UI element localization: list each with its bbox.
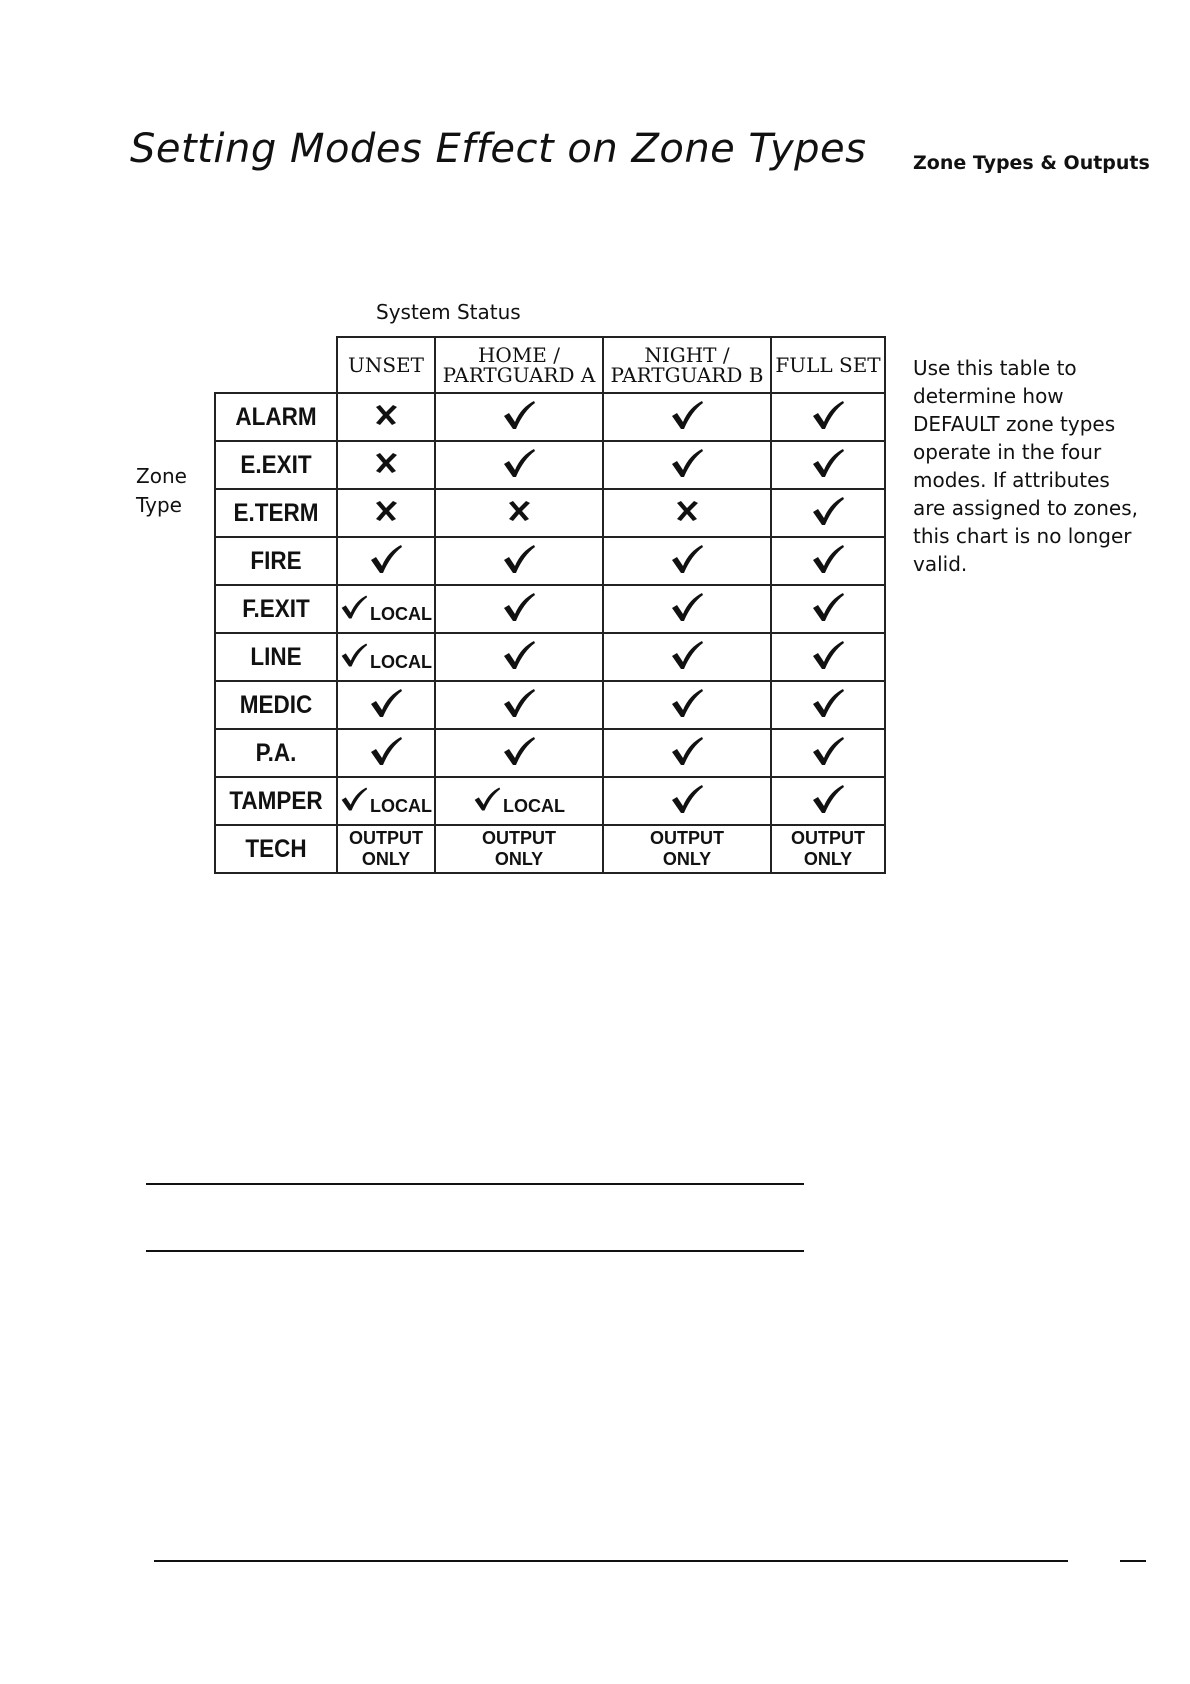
table-body: [215, 393, 885, 873]
zone-type-cell: ALARM: [221, 393, 331, 441]
check-icon: [670, 400, 704, 430]
check-icon: [670, 544, 704, 574]
check-icon: [811, 688, 845, 718]
mode-cell: [435, 489, 603, 537]
table-row: [215, 633, 885, 681]
mode-cell: [435, 585, 603, 633]
mode-cell: [603, 633, 771, 681]
check-icon: [369, 688, 403, 718]
check-icon: [502, 736, 536, 766]
zone-type-cell: MEDIC: [221, 681, 331, 729]
mode-cell: [771, 585, 885, 633]
mode-cell: [603, 825, 771, 873]
zone-type-cell: FIRE: [221, 537, 331, 585]
mode-cell: [603, 489, 771, 537]
column-header-line1: FULL SET: [775, 353, 881, 377]
mode-cell: [337, 729, 435, 777]
mode-cell: [337, 537, 435, 585]
check-icon: [811, 400, 845, 430]
mode-cell: [771, 777, 885, 825]
table-row: [215, 777, 885, 825]
column-header-line2: PARTGUARD B: [610, 363, 764, 387]
local-label: LOCAL: [370, 603, 432, 624]
check-icon: [473, 786, 501, 812]
check-icon: [340, 642, 368, 668]
table-row: [215, 825, 885, 873]
check-icon: [502, 448, 536, 478]
table-header-row: [215, 337, 885, 393]
output-only-line1: OUTPUT: [482, 828, 556, 848]
side-note: Use this table to determine how DEFAULT zone types operate in the four modes. If attributes are assigned to zones, this chart is no longer valid.: [913, 356, 1139, 576]
column-header-line1: NIGHT /: [644, 343, 730, 367]
check-icon: [670, 448, 704, 478]
check-icon: [670, 736, 704, 766]
check-icon: [811, 640, 845, 670]
check-icon: [502, 688, 536, 718]
check-icon: [811, 496, 845, 526]
check-icon: [369, 544, 403, 574]
output-only-line2: ONLY: [361, 849, 411, 869]
mode-cell: [435, 633, 603, 681]
local-label: LOCAL: [503, 795, 565, 816]
column-header-line1: HOME /: [477, 343, 560, 367]
output-only-line2: ONLY: [494, 849, 544, 869]
cross-icon: [374, 404, 398, 426]
table-row: [215, 393, 885, 441]
column-header-unset: [337, 337, 435, 393]
zone-type-cell: F.EXIT: [221, 585, 331, 633]
check-icon: [811, 544, 845, 574]
mode-cell: [435, 393, 603, 441]
mode-cell: [771, 393, 885, 441]
table-row: [215, 681, 885, 729]
mode-cell: [771, 633, 885, 681]
footer-page-mark: [1120, 1560, 1146, 1562]
check-icon: [670, 784, 704, 814]
local-label: LOCAL: [370, 795, 432, 816]
mode-cell: [435, 825, 603, 873]
mode-cell: [435, 729, 603, 777]
mode-cell: [337, 633, 435, 681]
check-icon: [502, 592, 536, 622]
table-row: [215, 585, 885, 633]
output-only-label: [772, 828, 884, 870]
check-icon: [369, 736, 403, 766]
zone-type-label: [136, 462, 187, 520]
zone-type-label-line2: Type: [136, 493, 182, 517]
table-corner: [215, 337, 337, 393]
output-only-label: [338, 828, 434, 870]
mode-cell: [435, 681, 603, 729]
check-icon: [340, 594, 368, 620]
zone-type-cell: E.EXIT: [221, 441, 331, 489]
zone-type-label-line1: Zone: [136, 464, 187, 488]
mode-cell: [337, 681, 435, 729]
mode-cell: [435, 441, 603, 489]
mode-cell: [603, 441, 771, 489]
blank-line-2: [146, 1250, 804, 1252]
column-header-full-set: [771, 337, 885, 393]
section-title: Zone Types & Outputs: [913, 152, 1150, 174]
output-only-line1: OUTPUT: [650, 828, 724, 848]
mode-cell: [603, 777, 771, 825]
output-only-line1: OUTPUT: [349, 828, 423, 848]
check-icon: [811, 784, 845, 814]
mode-cell: [603, 681, 771, 729]
check-icon: [340, 786, 368, 812]
mode-cell: [603, 585, 771, 633]
mode-cell: [603, 393, 771, 441]
check-icon: [670, 592, 704, 622]
footer-rule: [154, 1560, 1068, 1562]
zone-type-cell: E.TERM: [221, 489, 331, 537]
mode-cell: [771, 825, 885, 873]
local-label: LOCAL: [370, 651, 432, 672]
check-icon: [502, 400, 536, 430]
zone-type-cell: TECH: [221, 825, 331, 873]
check-icon: [811, 448, 845, 478]
table-row: [215, 489, 885, 537]
mode-cell: [337, 441, 435, 489]
output-only-line1: OUTPUT: [791, 828, 865, 848]
column-header-home: [435, 337, 603, 393]
cross-icon: [374, 452, 398, 474]
mode-cell: [337, 489, 435, 537]
check-icon: [670, 640, 704, 670]
mode-cell: [435, 777, 603, 825]
mode-cell: [603, 729, 771, 777]
output-only-label: [604, 828, 770, 870]
column-header-line2: PARTGUARD A: [442, 363, 596, 387]
mode-cell: [771, 537, 885, 585]
mode-cell: [337, 777, 435, 825]
mode-cell: [603, 537, 771, 585]
cross-icon: [374, 500, 398, 522]
mode-cell: [771, 441, 885, 489]
check-icon: [811, 736, 845, 766]
zone-type-cell: LINE: [221, 633, 331, 681]
zone-type-cell: P.A.: [221, 729, 331, 777]
mode-cell: [771, 729, 885, 777]
zone-type-cell: TAMPER: [221, 777, 331, 825]
output-only-label: [436, 828, 602, 870]
mode-cell: [771, 681, 885, 729]
column-header-night: [603, 337, 771, 393]
page-title: Setting Modes Effect on Zone Types: [130, 126, 867, 172]
output-only-line2: ONLY: [662, 849, 712, 869]
check-icon: [502, 544, 536, 574]
output-only-line2: ONLY: [803, 849, 853, 869]
blank-line-1: [146, 1183, 804, 1185]
column-header-line1: UNSET: [348, 353, 424, 377]
check-icon: [811, 592, 845, 622]
system-status-label: System Status: [376, 300, 521, 324]
table-row: [215, 537, 885, 585]
mode-cell: [337, 585, 435, 633]
check-icon: [670, 688, 704, 718]
mode-cell: [771, 489, 885, 537]
mode-cell: [435, 537, 603, 585]
zone-mode-table: [214, 336, 886, 874]
mode-cell: [337, 825, 435, 873]
cross-icon: [507, 500, 531, 522]
table-row: [215, 729, 885, 777]
check-icon: [502, 640, 536, 670]
cross-icon: [675, 500, 699, 522]
mode-cell: [337, 393, 435, 441]
table-row: [215, 441, 885, 489]
